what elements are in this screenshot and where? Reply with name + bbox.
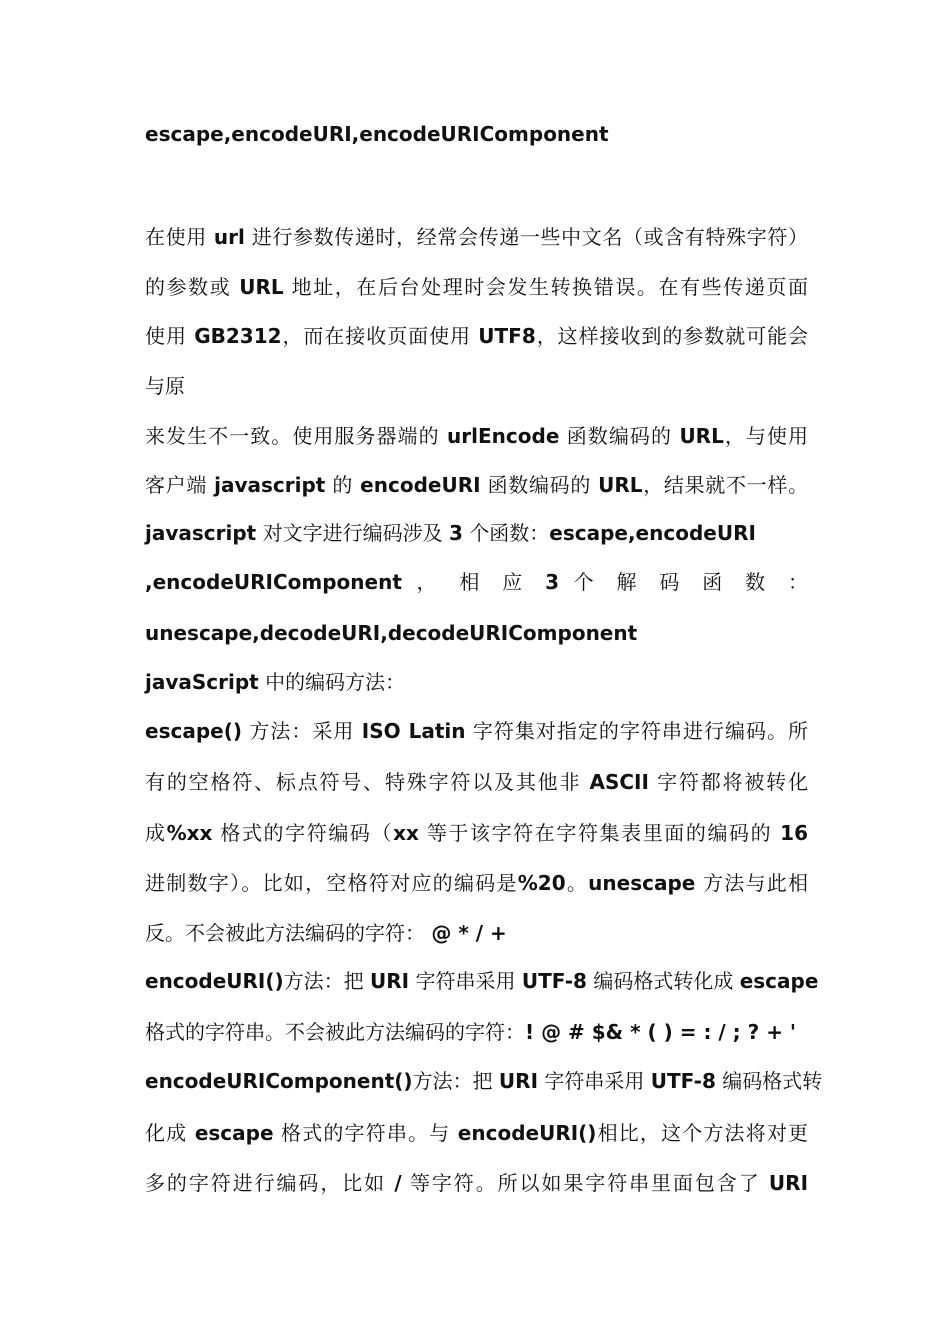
text-run: 字符集对指定的字符串进行编码。所 <box>465 719 808 743</box>
text-run: 等于该字符在字符集表里面的编码的 <box>418 821 781 845</box>
bold-run: URL <box>239 275 284 299</box>
bold-run: URI <box>370 969 410 993</box>
text-run: 成 <box>145 821 167 845</box>
body-line <box>145 373 808 399</box>
bold-run: encodeURIComponent() <box>145 1069 413 1093</box>
bold-run: javaScript <box>145 670 259 694</box>
text-run: 字符串采用 <box>409 969 522 993</box>
text-run: 函数编码的 <box>480 473 599 497</box>
text-run: 多的字符进行编码，比如 <box>145 1171 395 1195</box>
body-line <box>145 1068 823 1094</box>
body-line <box>145 1170 808 1196</box>
body-line <box>145 669 808 695</box>
document-title: escape,encodeURI,encodeURIComponent <box>145 122 609 146</box>
bold-run: javascript <box>145 521 257 545</box>
text-run: 的参数或 <box>145 275 240 299</box>
bold-run: URL <box>598 473 643 497</box>
bold-run: / <box>394 1171 402 1195</box>
body-line <box>145 968 819 994</box>
text-run: 使用 <box>145 324 195 348</box>
text-run: 编码格式转 <box>715 1069 823 1093</box>
body-line <box>145 520 808 546</box>
text-run: 反。不会被此方法编码的字符： <box>145 921 432 945</box>
text-run: 地址，在后台处理时会发生转换错误。在有些传递页面 <box>283 275 809 299</box>
bold-run: xx <box>393 821 419 845</box>
bold-run: UTF-8 <box>521 969 587 993</box>
text-run: 字符都将被转化 <box>648 770 809 794</box>
bold-run: %20 <box>517 871 566 895</box>
text-run: 格式的字符串。不会被此方法编码的字符： <box>145 1020 525 1044</box>
text-run: 。 <box>565 871 589 895</box>
bold-run: encodeURI() <box>145 969 284 993</box>
body-line <box>145 323 808 349</box>
text-run: 进制数字）。比如，空格符对应的编码是 <box>145 871 518 895</box>
text-run: 字符串采用 <box>538 1069 651 1093</box>
text-run: 化成 <box>145 1121 195 1145</box>
text-run: ，与使用 <box>723 424 809 448</box>
body-line <box>145 620 808 646</box>
text-run: 相比，这个方法将对更 <box>596 1121 809 1145</box>
body-line <box>145 718 808 744</box>
text-run: 来发生不一致。使用服务器端的 <box>145 424 448 448</box>
bold-run: escape,encodeURI <box>549 521 756 545</box>
text-run: ，这样接收到的参数就可能会 <box>535 324 809 348</box>
text-run: ， 相 应 <box>401 570 546 594</box>
bold-run: URI <box>768 1171 809 1195</box>
text-run: 格式的字符编码（ <box>212 821 394 845</box>
bold-run: urlEncode <box>447 424 560 448</box>
text-run: ，结果就不一样。 <box>642 473 809 497</box>
bold-run: ASCII <box>589 770 649 794</box>
bold-run: %xx <box>166 821 213 845</box>
body-line <box>145 1019 808 1045</box>
bold-run: 16 <box>780 821 809 845</box>
body-line <box>145 569 808 595</box>
body-line <box>145 274 808 300</box>
text-run: 等字符。所以如果字符串里面包含了 <box>401 1171 769 1195</box>
text-run: 有的空格符、标点符号、特殊字符以及其他非 <box>145 770 590 794</box>
text-run: 方法：把 <box>412 1069 499 1093</box>
bold-run: URI <box>498 1069 539 1093</box>
bold-run: url <box>213 225 245 249</box>
text-run: 方法：采用 <box>241 719 362 743</box>
bold-run: escape() <box>145 719 242 743</box>
text-run: 编码格式转化成 <box>586 969 740 993</box>
text-run: 个函数： <box>462 521 550 545</box>
text-run: 与原 <box>145 374 185 398</box>
bold-run: GB2312 <box>194 324 282 348</box>
text-run: 个 解 码 函 数 ： <box>559 570 808 594</box>
bold-run: unescape,decodeURI,decodeURIComponent <box>145 621 638 645</box>
bold-run: ! @ # $& * ( ) = : / ; ? + ' <box>525 1020 797 1044</box>
bold-run: escape <box>194 1121 274 1145</box>
bold-run: unescape <box>588 871 696 895</box>
bold-run: encodeURI <box>360 473 481 497</box>
bold-run: escape <box>739 969 819 993</box>
bold-run: UTF-8 <box>650 1069 716 1093</box>
text-run: 方法与此相 <box>695 871 809 895</box>
bold-run: @ * / + <box>431 921 507 945</box>
text-run: 客户端 <box>145 473 215 497</box>
body-line <box>145 472 808 498</box>
body-line <box>145 224 808 250</box>
body-line <box>145 423 808 449</box>
bold-run: ,encodeURIComponent <box>145 570 402 594</box>
text-run: 的 <box>325 473 361 497</box>
bold-run: encodeURI() <box>457 1121 597 1145</box>
body-line <box>145 920 808 946</box>
text-run: 对文字进行编码涉及 <box>256 521 449 545</box>
text-run: 进行参数传递时，经常会传递一些中文名（或含有特殊字符） <box>244 225 809 249</box>
bold-run: URL <box>679 424 724 448</box>
bold-run: javascript <box>214 473 326 497</box>
body-line <box>145 1120 808 1146</box>
bold-run: 3 <box>545 570 560 594</box>
body-line <box>145 820 808 846</box>
text-run: 方法：把 <box>283 969 371 993</box>
body-line <box>145 870 808 896</box>
text-run: ，而在接收页面使用 <box>281 324 479 348</box>
bold-run: UTF8 <box>478 324 536 348</box>
bold-run: ISO Latin <box>361 719 466 743</box>
text-run: 格式的字符串。与 <box>273 1121 458 1145</box>
text-run: 在使用 <box>145 225 214 249</box>
text-run: 函数编码的 <box>559 424 680 448</box>
text-run: 中的编码方法： <box>258 670 406 694</box>
body-line <box>145 769 808 795</box>
bold-run: 3 <box>448 521 463 545</box>
